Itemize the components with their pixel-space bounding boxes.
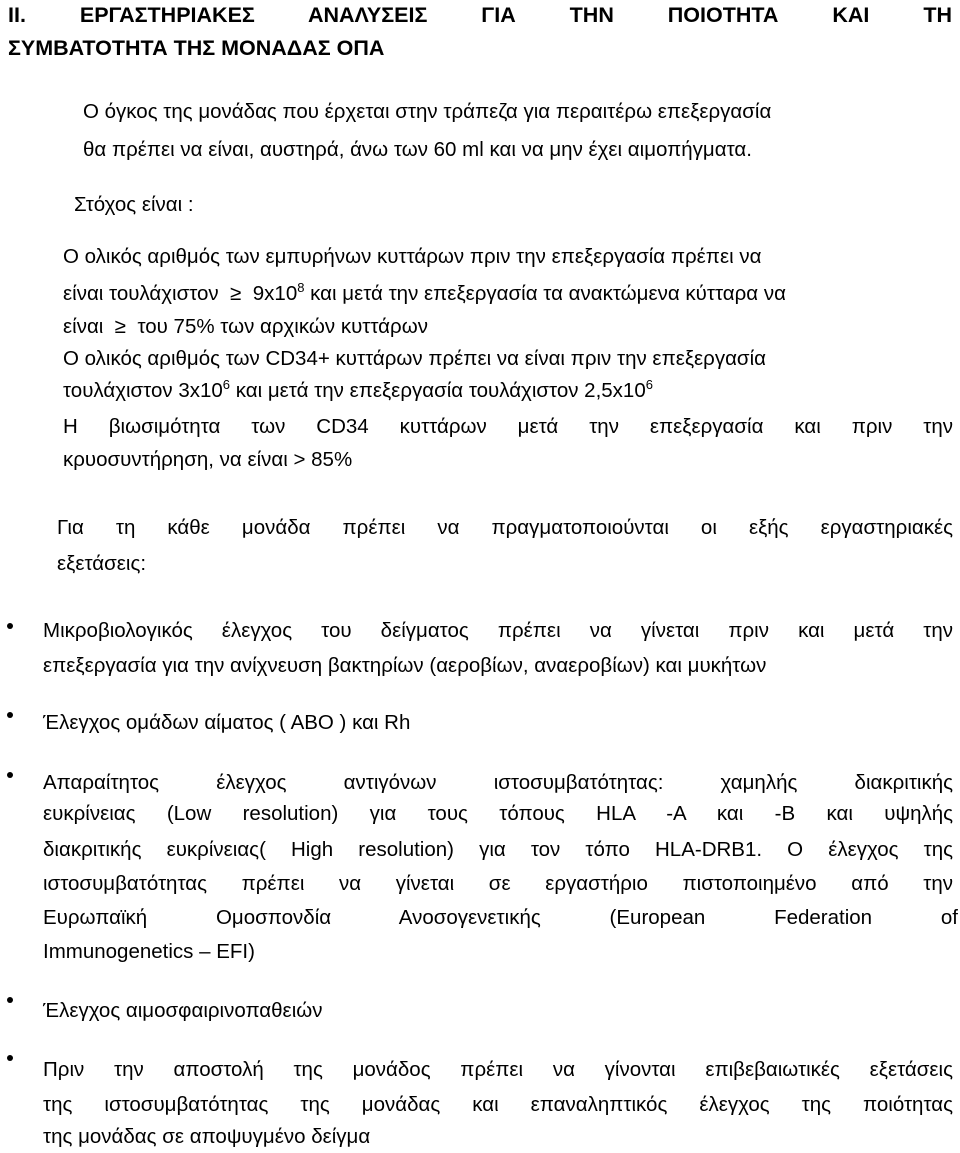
criterion-1-line-3-post: του 75% των αρχικών κυττάρων — [137, 315, 428, 338]
cd34-pre-exponent: 6 — [222, 377, 231, 393]
greater-equal-symbol: ≥ — [114, 315, 127, 338]
bullet-3-line-1: Απαραίτητος έλεγχος αντιγόνων ιστοσυμβατότητας: χαμηλής διακριτικής — [43, 771, 953, 794]
criterion-1-text-post: και μετά την επεξεργασία τα ανακτώμενα κύτταρα να — [310, 282, 786, 305]
bullet-marker — [7, 1055, 13, 1061]
criterion-1-line-3-pre: είναι — [63, 315, 104, 338]
criterion-2-line-2 — [63, 379, 653, 403]
greater-equal-symbol: ≥ — [230, 282, 242, 305]
bullet-5-line-2: της ιστοσυμβατότητας της μονάδας και επαναληπτικός έλεγχος της ποιότητας — [43, 1093, 953, 1116]
criterion-2-line-1: Ο ολικός αριθμός των CD34+ κυττάρων πρέπει να είναι πριν την επεξεργασία — [63, 347, 766, 370]
criterion-1-line-1: Ο ολικός αριθμός των εμπυρήνων κυττάρων πριν την επεξεργασία πρέπει να — [63, 245, 762, 268]
tests-intro-line-2: εξετάσεις: — [57, 552, 147, 575]
bullet-3-line-3: διακριτικής ευκρίνειας( High resolution) για τον τόπο HLA-DRB1. Ο έλεγχος της — [43, 838, 953, 861]
cd34-post-exponent: 6 — [645, 377, 653, 393]
criterion-1-text-pre: είναι τουλάχιστον — [63, 282, 219, 305]
cell-count-value: 9x10 — [252, 282, 298, 305]
bullet-1-line-1: Μικροβιολογικός έλεγχος του δείγματος πρέπει να γίνεται πριν και μετά την — [43, 619, 953, 642]
bullet-marker — [7, 772, 13, 778]
intro-line-1: Ο όγκος της μονάδας που έρχεται στην τράπεζα για περαιτέρω επεξεργασία — [83, 100, 772, 123]
bullet-marker — [7, 623, 13, 629]
cell-count-exponent: 8 — [297, 280, 305, 296]
bullet-5-line-3: της μονάδας σε αποψυγμένο δείγμα — [43, 1125, 371, 1148]
section-title-line-1: II. ΕΡΓΑΣΤΗΡΙΑΚΕΣ ΑΝΑΛΥΣΕΙΣ ΓΙΑ ΤΗΝ ΠΟΙΟΤΗΤΑ ΚΑΙ ΤΗ — [8, 3, 952, 27]
criterion-3-line-2: κρυοσυντήρηση, να είναι > 85% — [63, 448, 353, 471]
bullet-marker — [7, 997, 13, 1003]
bullet-3-line-6: Immunogenetics – EFI) — [43, 940, 255, 963]
criterion-1-line-3 — [63, 315, 428, 339]
tests-intro-line-1: Για τη κάθε μονάδα πρέπει να πραγματοποιούνται οι εξής εργαστηριακές — [57, 516, 953, 539]
intro-line-2: θα πρέπει να είναι, αυστηρά, άνω των 60 ml και να μην έχει αιμοπήγματα. — [83, 138, 752, 161]
criterion-1-line-2 — [63, 282, 786, 306]
bullet-1-line-2: επεξεργασία για την ανίχνευση βακτηρίων (αεροβίων, αναεροβίων) και μυκήτων — [43, 654, 767, 677]
bullet-5-line-1: Πριν την αποστολή της μονάδος πρέπει να γίνονται επιβεβαιωτικές εξετάσεις — [43, 1058, 953, 1081]
bullet-2-line-1: Έλεγχος ομάδων αίματος ( ΑΒΟ ) και Rh — [43, 711, 411, 734]
bullet-marker — [7, 712, 13, 718]
bullet-3-line-4: ιστοσυμβατότητας πρέπει να γίνεται σε εργαστήριο πιστοποιημένο από την — [43, 872, 953, 895]
bullet-3-line-2: ευκρίνειας (Low resolution) για τους τόπους HLA -A και -B και υψηλής — [43, 802, 953, 825]
bullet-4-line-1: Έλεγχος αιμοσφαιρινοπαθειών — [43, 999, 323, 1022]
goal-heading: Στόχος είναι : — [74, 193, 194, 216]
cd34-post-value: και μετά την επεξεργασία τουλάχιστον 2,5x10 — [235, 379, 646, 402]
criterion-3-line-1: Η βιωσιμότητα των CD34 κυττάρων μετά την επεξεργασία και πριν την — [63, 415, 953, 438]
bullet-3-line-5: Ευρωπαϊκή Ομοσπονδία Ανοσογενετικής (European Federation of — [43, 906, 958, 929]
section-title-line-2: ΣΥΜΒΑΤΟΤΗΤΑ ΤΗΣ ΜΟΝΑΔΑΣ ΟΠΑ — [8, 36, 385, 60]
cd34-pre-value: τουλάχιστον 3x10 — [63, 379, 223, 402]
